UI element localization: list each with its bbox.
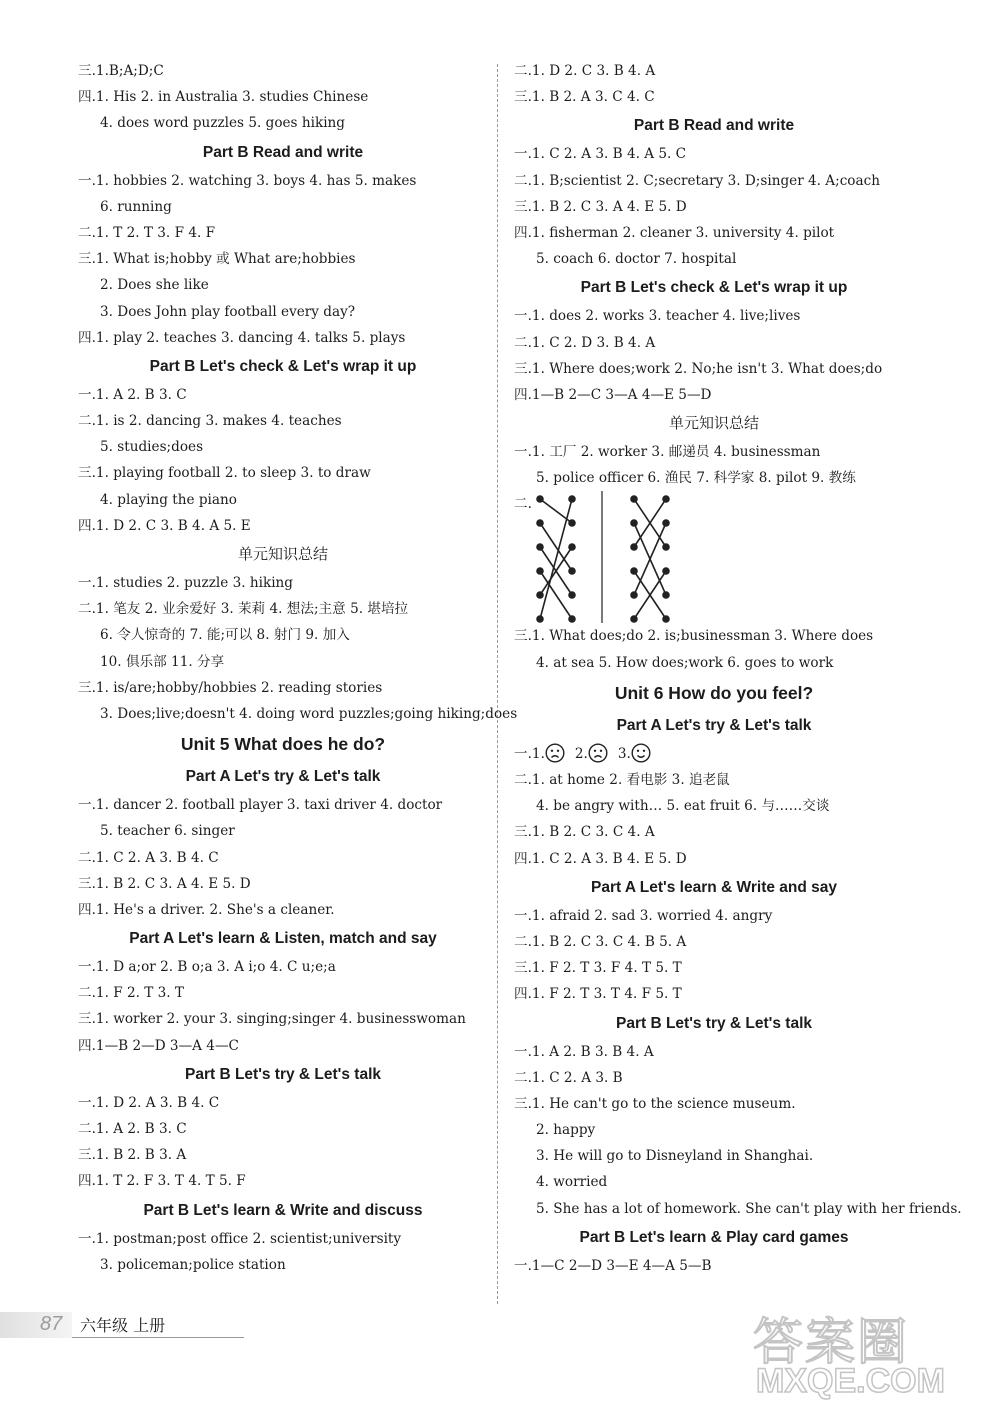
answer-line: 5. studies;does bbox=[100, 439, 204, 456]
answer-line: 3. policeman;police station bbox=[100, 1256, 286, 1273]
section-heading: Part B Let's check & Let's wrap it up bbox=[149, 357, 417, 375]
answer-line: 3. Does John play football every day? bbox=[100, 303, 356, 320]
answer-line: 4. be angry with… 5. eat fruit 6. 与……交谈 bbox=[536, 798, 830, 815]
answer-line: 4. worried bbox=[536, 1174, 608, 1191]
answer-line: 四.1. His 2. in Australia 3. studies Chinese bbox=[78, 89, 369, 106]
answer-line: 6. running bbox=[100, 198, 172, 215]
answer-line: 二.1. D 2. C 3. B 4. A bbox=[514, 63, 656, 79]
answer-line: 四.1—B 2—D 3—A 4—C bbox=[78, 1037, 239, 1054]
answer-line: 二.1. T 2. T 3. F 4. F bbox=[78, 224, 216, 241]
answer-line: 三.1. B 2. C 3. A 4. E 5. D bbox=[78, 875, 251, 892]
answer-line: 一.1. D 2. A 3. B 4. C bbox=[78, 1094, 220, 1111]
right-column bbox=[514, 58, 962, 1279]
answer-line: 四.1—B 2—C 3—A 4—E 5—D bbox=[514, 386, 712, 403]
page-number: 87 bbox=[40, 1313, 63, 1335]
answer-line: 二.1. B;scientist 2. C;secretary 3. D;singer 4. A;coach bbox=[514, 172, 880, 189]
answer-line: 三.1. B 2. A 3. C 4. C bbox=[514, 89, 655, 106]
answer-line: 一.1—C 2—D 3—E 4—A 5—B bbox=[514, 1257, 712, 1274]
face-number: 3. bbox=[617, 745, 631, 762]
face-number: 2. bbox=[574, 745, 588, 762]
section-heading: Part B Let's try & Let's talk bbox=[184, 1065, 381, 1083]
answer-line: 一.1. hobbies 2. watching 3. boys 4. has 5. makes bbox=[78, 172, 417, 189]
section-heading: Part A Let's learn & Write and say bbox=[590, 878, 838, 896]
answer-label: 二. bbox=[514, 496, 532, 513]
answer-line: 三.1. F 2. T 3. F 4. T 5. T bbox=[514, 960, 682, 977]
answer-line: 四.1. C 2. A 3. B 4. E 5. D bbox=[514, 850, 687, 867]
answer-line: 2. happy bbox=[536, 1122, 596, 1139]
answer-line: 三.1. What is;hobby 或 What are;hobbies bbox=[78, 251, 356, 268]
left-column bbox=[78, 58, 518, 1278]
answer-label: 一.1. bbox=[514, 745, 545, 762]
footer-rule bbox=[72, 1337, 244, 1338]
answer-line: 4. does word puzzles 5. goes hiking bbox=[100, 115, 345, 132]
answer-line: 一.1. postman;post office 2. scientist;university bbox=[78, 1230, 402, 1247]
unit-heading: Unit 5 What does he do? bbox=[180, 734, 386, 755]
answer-line: 2. Does she like bbox=[100, 277, 209, 294]
answer-line: 二.1. C 2. D 3. B 4. A bbox=[514, 334, 656, 351]
answer-line: 三.1. B 2. C 3. C 4. A bbox=[514, 824, 655, 841]
answer-line: 3. Does;live;doesn't 4. doing word puzzles;going hiking;does bbox=[100, 705, 518, 722]
face-answers bbox=[514, 741, 914, 767]
answer-line: 三.1. B 2. C 3. A 4. E 5. D bbox=[514, 198, 687, 215]
answer-line: 5. She has a lot of homework. She can't play with her friends. bbox=[536, 1200, 962, 1217]
answer-line: 三.1. worker 2. your 3. singing;singer 4. businesswoman bbox=[78, 1011, 466, 1028]
section-heading: Part B Read and write bbox=[202, 143, 364, 161]
summary-heading: 单元知识总结 bbox=[237, 545, 328, 563]
section-heading: Part B Let's check & Let's wrap it up bbox=[580, 279, 848, 297]
watermark-url: MXQE.COM bbox=[756, 1362, 945, 1400]
answer-line: 三.1. playing football 2. to sleep 3. to draw bbox=[78, 465, 371, 482]
answer-line: 四.1. F 2. T 3. T 4. F 5. T bbox=[514, 986, 682, 1003]
answer-line: 5. police officer 6. 渔民 7. 科学家 8. pilot 9. 教练 bbox=[536, 470, 856, 487]
answer-line: 三.1. Where does;work 2. No;he isn't 3. What does;do bbox=[514, 360, 883, 377]
answer-line: 一.1. A 2. B 3. B 4. A bbox=[514, 1043, 654, 1060]
answer-line: 5. coach 6. doctor 7. hospital bbox=[536, 251, 737, 268]
column-divider bbox=[497, 64, 499, 1304]
answer-line: 四.1. D 2. C 3. B 4. A 5. E bbox=[78, 517, 251, 534]
answer-line: 三.1. What does;do 2. is;businessman 3. Where does bbox=[514, 628, 874, 645]
sad-face-icon bbox=[545, 746, 565, 762]
watermark bbox=[748, 1302, 998, 1406]
answer-line: 二.1. 笔友 2. 业余爱好 3. 茉莉 4. 想法;主意 5. 堪培拉 bbox=[78, 601, 409, 618]
answer-line: 4. playing the piano bbox=[100, 491, 237, 508]
answer-line: 二.1. B 2. C 3. C 4. B 5. A bbox=[514, 933, 687, 950]
answer-line: 4. at sea 5. How does;work 6. goes to work bbox=[536, 654, 834, 671]
answer-line: 二.1. C 2. A 3. B bbox=[514, 1069, 623, 1086]
section-heading: Part B Let's learn & Write and discuss bbox=[143, 1201, 423, 1219]
answer-line: 四.1. T 2. F 3. T 4. T 5. F bbox=[78, 1173, 246, 1190]
answer-line: 三.1. B 2. B 3. A bbox=[78, 1147, 187, 1164]
summary-heading: 单元知识总结 bbox=[668, 414, 759, 433]
unit-heading: Unit 6 How do you feel? bbox=[614, 682, 814, 703]
answer-line: 一.1. 工厂 2. worker 3. 邮递员 4. businessman bbox=[514, 444, 821, 461]
page-footer bbox=[0, 1312, 245, 1338]
answer-line: 二.1. C 2. A 3. B 4. C bbox=[78, 849, 219, 866]
section-heading: Part B Let's learn & Play card games bbox=[579, 1228, 849, 1246]
section-heading: Part A Let's learn & Listen, match and say bbox=[129, 930, 437, 948]
answer-line: 四.1. play 2. teaches 3. dancing 4. talks 5. plays bbox=[78, 329, 406, 346]
answer-line: 一.1. D a;or 2. B o;a 3. A i;o 4. C u;e;a bbox=[78, 959, 336, 976]
happy-face-icon bbox=[631, 746, 651, 762]
answer-line: 四.1. fisherman 2. cleaner 3. university 4. pilot bbox=[514, 224, 835, 241]
answer-line: 一.1. C 2. A 3. B 4. A 5. C bbox=[514, 146, 687, 163]
answer-line: 二.1. A 2. B 3. C bbox=[78, 1121, 187, 1137]
answer-line: 3. He will go to Disneyland in Shanghai. bbox=[536, 1148, 814, 1165]
answer-line: 二.1. is 2. dancing 3. makes 4. teaches bbox=[78, 413, 342, 430]
section-heading: Part B Let's try & Let's talk bbox=[615, 1014, 812, 1032]
answer-line: 三.1. is/are;hobby/hobbies 2. reading stories bbox=[78, 679, 383, 696]
answer-line: 三.1. He can't go to the science museum. bbox=[514, 1095, 796, 1112]
answer-line: 一.1. does 2. works 3. teacher 4. live;lives bbox=[514, 308, 801, 325]
section-heading: Part B Read and write bbox=[633, 117, 795, 135]
answer-line: 三.1.B;A;D;C bbox=[78, 63, 164, 79]
answer-line: 一.1. studies 2. puzzle 3. hiking bbox=[78, 575, 294, 591]
answer-line: 一.1. dancer 2. football player 3. taxi driver 4. doctor bbox=[78, 797, 443, 814]
answer-line: 一.1. A 2. B 3. C bbox=[78, 386, 187, 403]
answer-line: 二.1. at home 2. 看电影 3. 追老鼠 bbox=[514, 772, 730, 788]
matching-diagram bbox=[514, 491, 914, 623]
answer-line: 6. 令人惊奇的 7. 能;可以 8. 射门 9. 加入 bbox=[100, 627, 350, 644]
section-heading: Part A Let's try & Let's talk bbox=[185, 768, 381, 786]
sad-face-icon bbox=[588, 746, 608, 762]
grade-label: 六年级 上册 bbox=[80, 1316, 166, 1335]
answer-line: 二.1. F 2. T 3. T bbox=[78, 985, 184, 1002]
answer-line: 10. 俱乐部 11. 分享 bbox=[100, 653, 225, 670]
watermark-logo: 答案圈 bbox=[753, 1313, 909, 1371]
answer-line: 四.1. He's a driver. 2. She's a cleaner. bbox=[78, 901, 335, 918]
answer-line: 5. teacher 6. singer bbox=[100, 823, 235, 840]
section-heading: Part A Let's try & Let's talk bbox=[616, 716, 812, 734]
answer-line: 一.1. afraid 2. sad 3. worried 4. angry bbox=[514, 907, 773, 924]
